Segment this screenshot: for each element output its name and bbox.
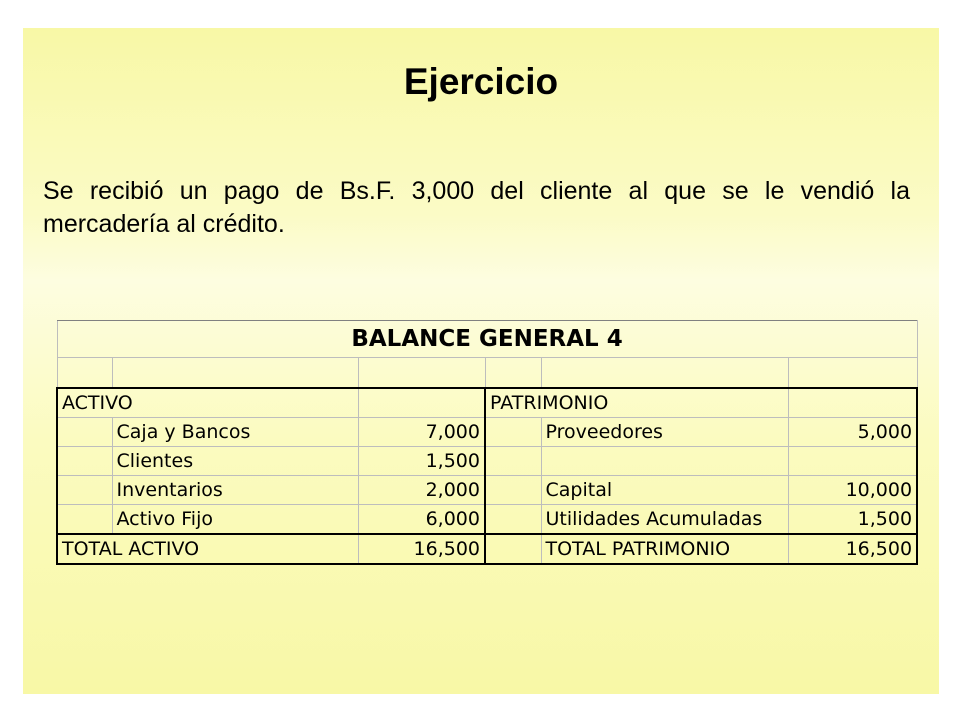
patrimonio-value: 10,000 [788,476,917,505]
balance-title: BALANCE GENERAL 4 [57,321,917,358]
table-row [57,476,917,505]
balance-table [56,320,918,565]
slide-title: Ejercicio [403,61,559,102]
balance-sheet [56,320,918,565]
activo-label: Activo Fijo [112,505,358,535]
slide-background [23,28,939,694]
patrimonio-label: Proveedores [541,418,788,447]
exercise-statement: Se recibió un pago de Bs.F. 3,000 del cliente al que se le vendió la mercadería al crédito. [43,177,910,238]
patrimonio-label: Utilidades Acumuladas [541,505,788,535]
patrimonio-value [788,447,917,476]
patrimonio-label [541,447,788,476]
spacer-row [57,358,917,389]
balance-title-row [57,321,917,358]
totals-row [57,534,917,564]
activo-value: 1,500 [358,447,485,476]
header-row [57,388,917,418]
activo-header: ACTIVO [57,388,358,418]
activo-value: 7,000 [358,418,485,447]
patrimonio-header: PATRIMONIO [485,388,788,418]
table-row [57,505,917,535]
patrimonio-value: 1,500 [788,505,917,535]
total-patrimonio-label: TOTAL PATRIMONIO [541,534,788,564]
activo-value: 6,000 [358,505,485,535]
total-activo-label: TOTAL ACTIVO [57,534,358,564]
table-row [57,418,917,447]
activo-label: Clientes [112,447,358,476]
patrimonio-label: Capital [541,476,788,505]
activo-label: Caja y Bancos [112,418,358,447]
activo-label: Inventarios [112,476,358,505]
patrimonio-value: 5,000 [788,418,917,447]
activo-value: 2,000 [358,476,485,505]
table-row [57,447,917,476]
total-patrimonio-value: 16,500 [788,534,917,564]
total-activo-value: 16,500 [358,534,485,564]
